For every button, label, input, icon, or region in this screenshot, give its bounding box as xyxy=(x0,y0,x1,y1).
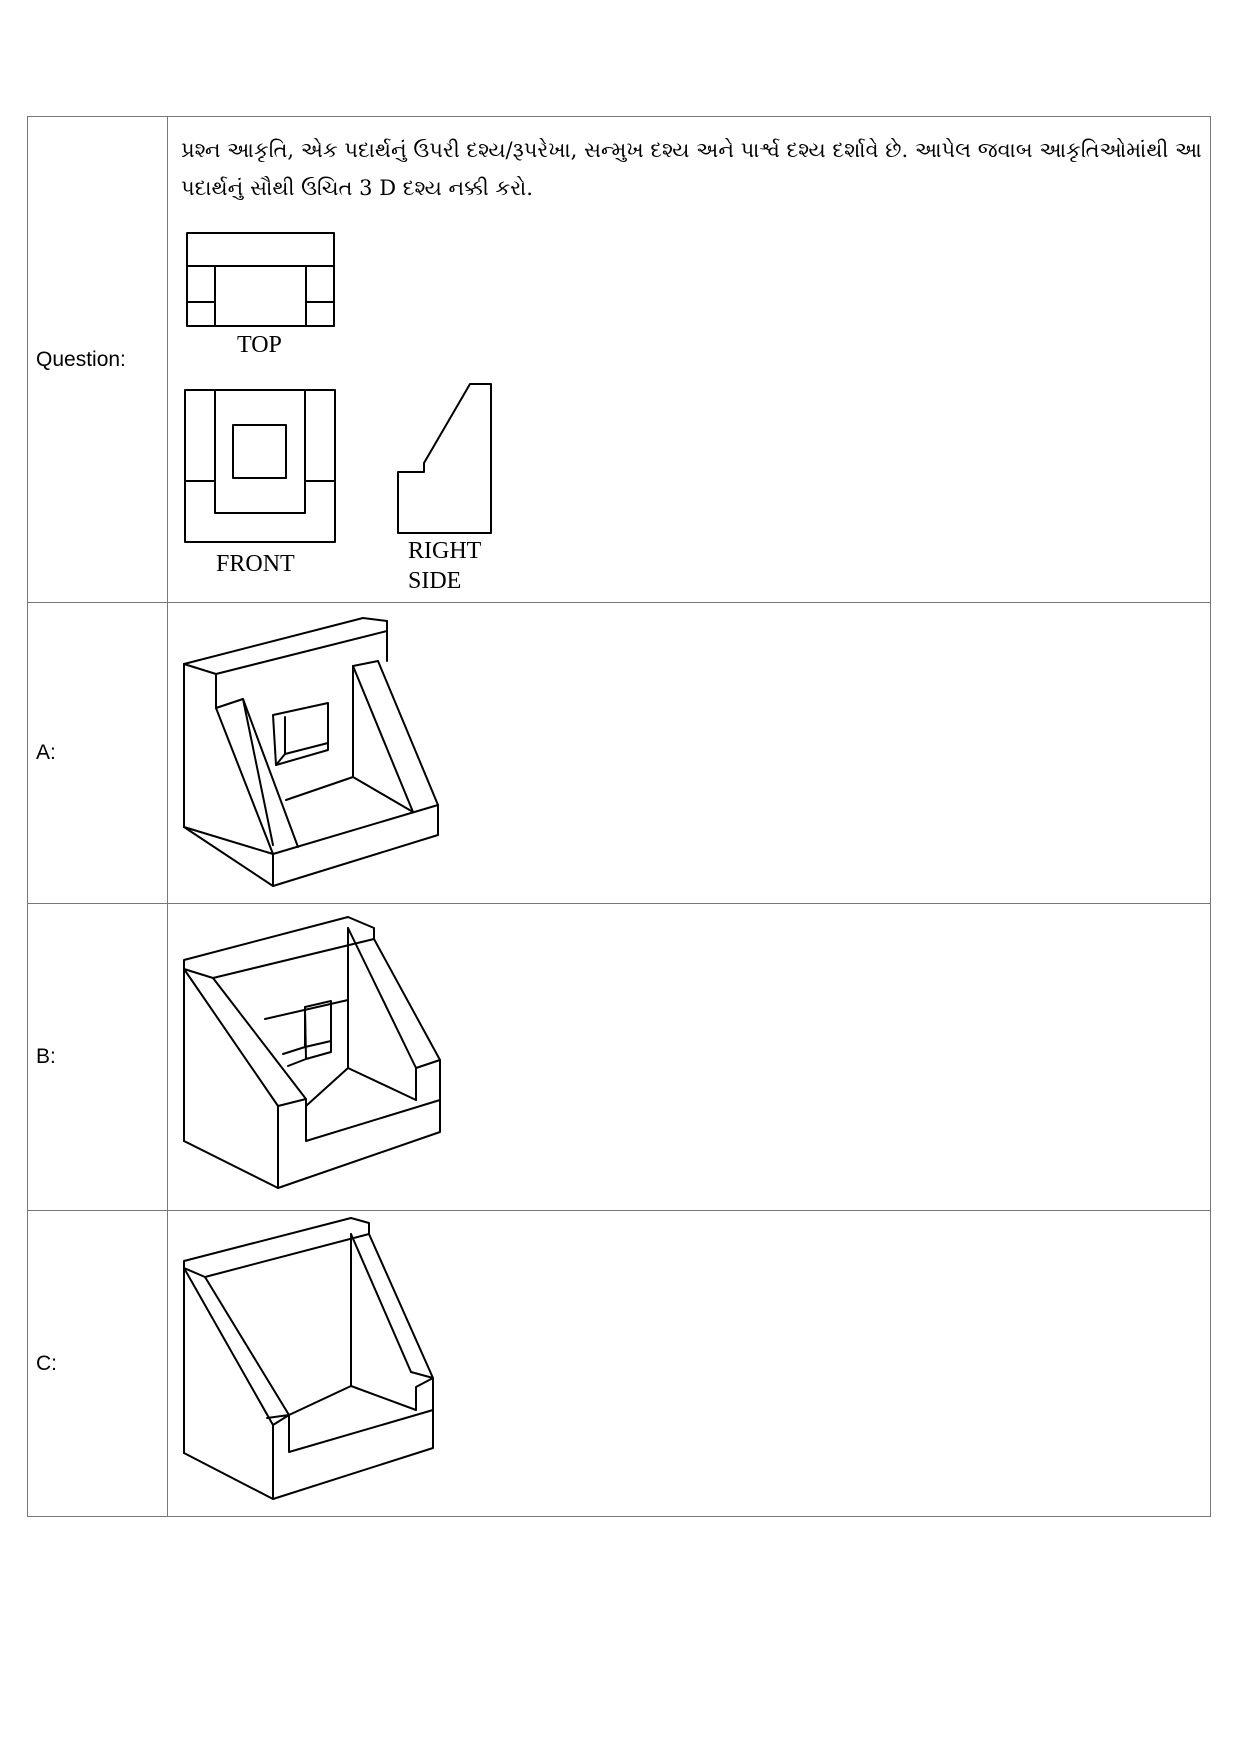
orthographic-views xyxy=(168,117,1218,603)
right-view-label-line1: RIGHT xyxy=(408,538,482,564)
option-c-content xyxy=(168,1211,1211,1517)
option-a-content xyxy=(168,603,1211,904)
option-b-content xyxy=(168,904,1211,1211)
option-c-label: C: xyxy=(28,1211,168,1517)
question-label: Question: xyxy=(28,117,168,603)
front-view-label: FRONT xyxy=(216,551,295,577)
front-view-drawing xyxy=(185,390,335,542)
right-side-view-drawing xyxy=(398,384,491,533)
right-view-label-line2: SIDE xyxy=(408,568,462,594)
top-view-drawing xyxy=(187,233,334,326)
question-content xyxy=(168,117,1211,603)
option-a-figure xyxy=(168,603,568,904)
option-b-label: B: xyxy=(28,904,168,1211)
option-b-row xyxy=(28,904,1211,1211)
question-table xyxy=(27,116,1211,1517)
option-c-row xyxy=(28,1211,1211,1517)
option-c-figure xyxy=(168,1211,568,1517)
question-row xyxy=(28,117,1211,603)
top-view-label: TOP xyxy=(237,332,282,358)
option-a-label: A: xyxy=(28,603,168,904)
option-b-figure xyxy=(168,904,568,1211)
option-a-row xyxy=(28,603,1211,904)
question-text: પ્રશ્ન આકૃતિ, એક પદાર્થનું ઉપરી દશ્ય/રૂપરેખા, સન્મુખ દશ્ય અને પાર્શ્વ દશ્ય દર્શાવે છે. આપેલ જવાબ આકૃતિઓમાંથી આ પદાર્થનું સૌથી ઉચિત 3 D દશ્ય નક્કી કરો. xyxy=(181,138,1202,200)
